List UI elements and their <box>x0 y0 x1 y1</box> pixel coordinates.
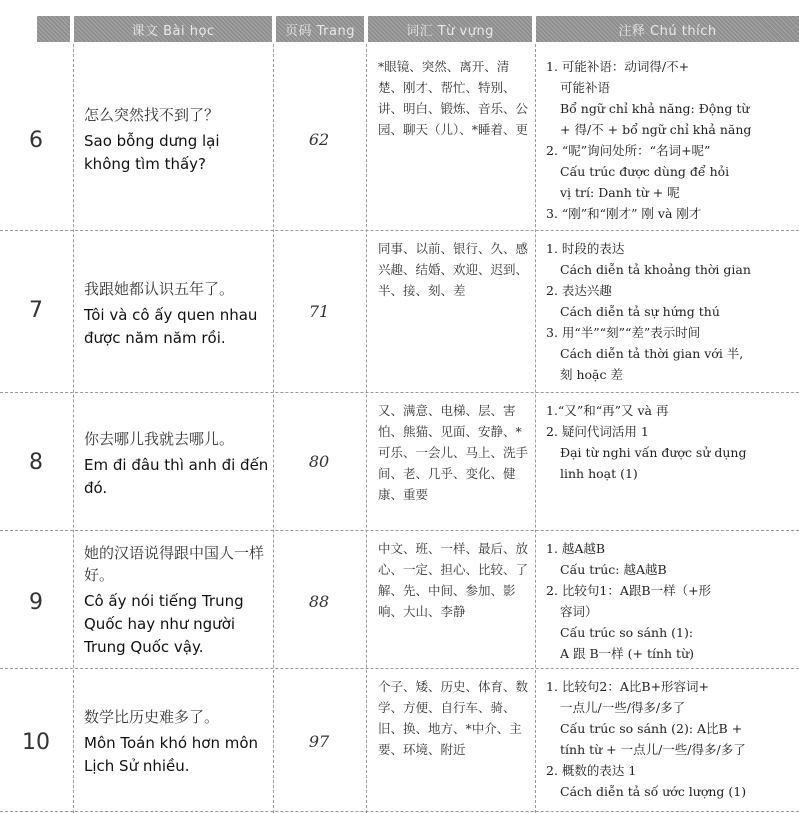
notes <box>546 538 798 664</box>
column-divider <box>535 44 536 813</box>
lesson-title-zh: 数学比历史难多了。 <box>84 708 220 726</box>
note-line: vị trí: Danh từ + 呢 <box>560 185 680 200</box>
lesson-title-vi: Môn Toán khó hơn môn Lịch Sử nhiều. <box>84 734 259 775</box>
note-line: A 跟 B一样 (+ tính từ) <box>560 646 695 661</box>
vocab-list: 同事、以前、银行、久、感兴趣、结婚、欢迎、迟到、半、接、刻、差 <box>378 241 529 298</box>
lesson-title <box>84 706 270 778</box>
lesson-title <box>84 542 270 659</box>
page-number: 62 <box>308 130 330 149</box>
header-vocab: 词汇 Từ vựng <box>368 16 532 42</box>
lesson-title-vi: Em đi đâu thì anh đi đến đó. <box>84 456 269 497</box>
header-lesson: 课文 Bài học <box>74 16 272 42</box>
lesson-title-zh: 她的汉语说得跟中国人一样好。 <box>84 544 265 584</box>
header-page: 页码 Trang <box>276 16 364 42</box>
page-number: 80 <box>308 452 330 471</box>
lesson-title-vi: Sao bỗng dưng lại không tìm thấy? <box>84 132 220 173</box>
lesson-title <box>84 278 270 350</box>
lesson-number: 8 <box>29 450 43 475</box>
note-line: 1.“又”和“再”又 và 再 <box>546 403 669 418</box>
row-divider <box>0 230 799 231</box>
note-line: Cấu trúc so sánh (1): <box>560 625 694 640</box>
note-line: 1. 比较句2：A比B+形容词+ <box>546 679 710 694</box>
note-line: Cách diễn tả thời gian với 半, <box>560 346 744 361</box>
note-line: 1. 可能补语：动词得/不+ <box>546 59 690 74</box>
vocab-list: *眼镜、突然、离开、清楚、刚才、帮忙、特别、讲、明白、锻炼、音乐、公园、聊天（儿）、*睡着、更 <box>378 59 529 137</box>
notes <box>546 56 798 224</box>
note-line: Cách diễn tả sự hứng thú <box>560 304 720 319</box>
header-notes: 注释 Chú thích <box>536 16 799 42</box>
note-line: Cách diễn tả số ước lượng (1) <box>560 784 747 799</box>
note-line: 容词） <box>560 604 598 619</box>
lesson-title-vi: Cô ấy nói tiếng Trung Quốc hay như người Trung Quốc vậy. <box>84 592 244 656</box>
vocab-list: 中文、班、一样、最后、放心、一定、担心、比较、了解、先、中间、参加、影响、大山、李静 <box>378 541 529 619</box>
note-line: + 得/不 + bổ ngữ chỉ khả năng <box>560 122 752 137</box>
notes <box>546 676 798 802</box>
row-divider <box>0 668 799 669</box>
lesson-title <box>84 104 270 176</box>
page-number: 88 <box>308 592 330 611</box>
note-line: Bổ ngữ chỉ khả năng: Động từ <box>560 101 750 116</box>
lesson-number: 6 <box>29 128 43 153</box>
lesson-number: 9 <box>29 590 43 615</box>
note-line: 2. 疑问代词活用 1 <box>546 424 649 439</box>
note-line: tính từ + 一点儿/一些/得多/多了 <box>560 742 746 757</box>
note-line: Cấu trúc được dùng để hỏi <box>560 164 730 179</box>
note-line: 一点儿/一些/得多/多了 <box>560 700 686 715</box>
note-line: 2. 比较句1：A跟B一样（+形 <box>546 583 712 598</box>
note-line: Cấu trúc: 越A越B <box>560 562 667 577</box>
note-line: 3. “刚”和“刚才” 刚 và 刚才 <box>546 206 702 221</box>
row-divider <box>0 392 799 393</box>
note-line: 2. “呢”询问处所：“名词+呢” <box>546 143 711 158</box>
column-divider <box>366 44 367 813</box>
notes <box>546 238 798 385</box>
note-line: 1. 时段的表达 <box>546 241 625 256</box>
page-number: 97 <box>308 732 330 751</box>
note-line: 2. 概数的表达 1 <box>546 763 637 778</box>
note-line: linh hoạt (1) <box>560 466 638 481</box>
lesson-title-vi: Tôi và cô ấy quen nhau được năm năm rồi. <box>84 306 258 347</box>
lesson-title-zh: 你去哪儿我就去哪儿。 <box>84 430 235 448</box>
note-line: 2. 表达兴趣 <box>546 283 612 298</box>
note-line: Cấu trúc so sánh (2): A比B + <box>560 721 743 736</box>
lesson-title <box>84 428 270 500</box>
note-line: Đại từ nghi vấn được sử dụng <box>560 445 747 460</box>
lesson-title-zh: 怎么突然找不到了？ <box>84 106 220 124</box>
vocab-list: 又、满意、电梯、层、害怕、熊猫、见面、安静、*可乐、一会儿、马上、洗手间、老、几乎、变化、健康、重要 <box>378 403 529 502</box>
lesson-number: 10 <box>22 730 50 755</box>
header-blank <box>37 16 70 42</box>
row-divider <box>0 811 799 812</box>
page-number: 71 <box>308 302 330 321</box>
note-line: Cách diễn tả khoảng thời gian <box>560 262 751 277</box>
note-line: 可能补语 <box>560 80 611 95</box>
note-line: 1. 越A越B <box>546 541 606 556</box>
row-divider <box>0 530 799 531</box>
lesson-title-zh: 我跟她都认识五年了。 <box>84 280 235 298</box>
lesson-number: 7 <box>29 298 43 323</box>
notes <box>546 400 798 484</box>
vocab-list: 个子、矮、历史、体育、数学、方便、自行车、骑、旧、换、地方、*中介、主要、环境、附近 <box>378 679 529 757</box>
column-divider <box>273 44 274 813</box>
note-line: 刻 hoặc 差 <box>560 367 623 382</box>
column-divider <box>73 44 74 813</box>
note-line: 3. 用“半”“刻”“差”表示时间 <box>546 325 701 340</box>
